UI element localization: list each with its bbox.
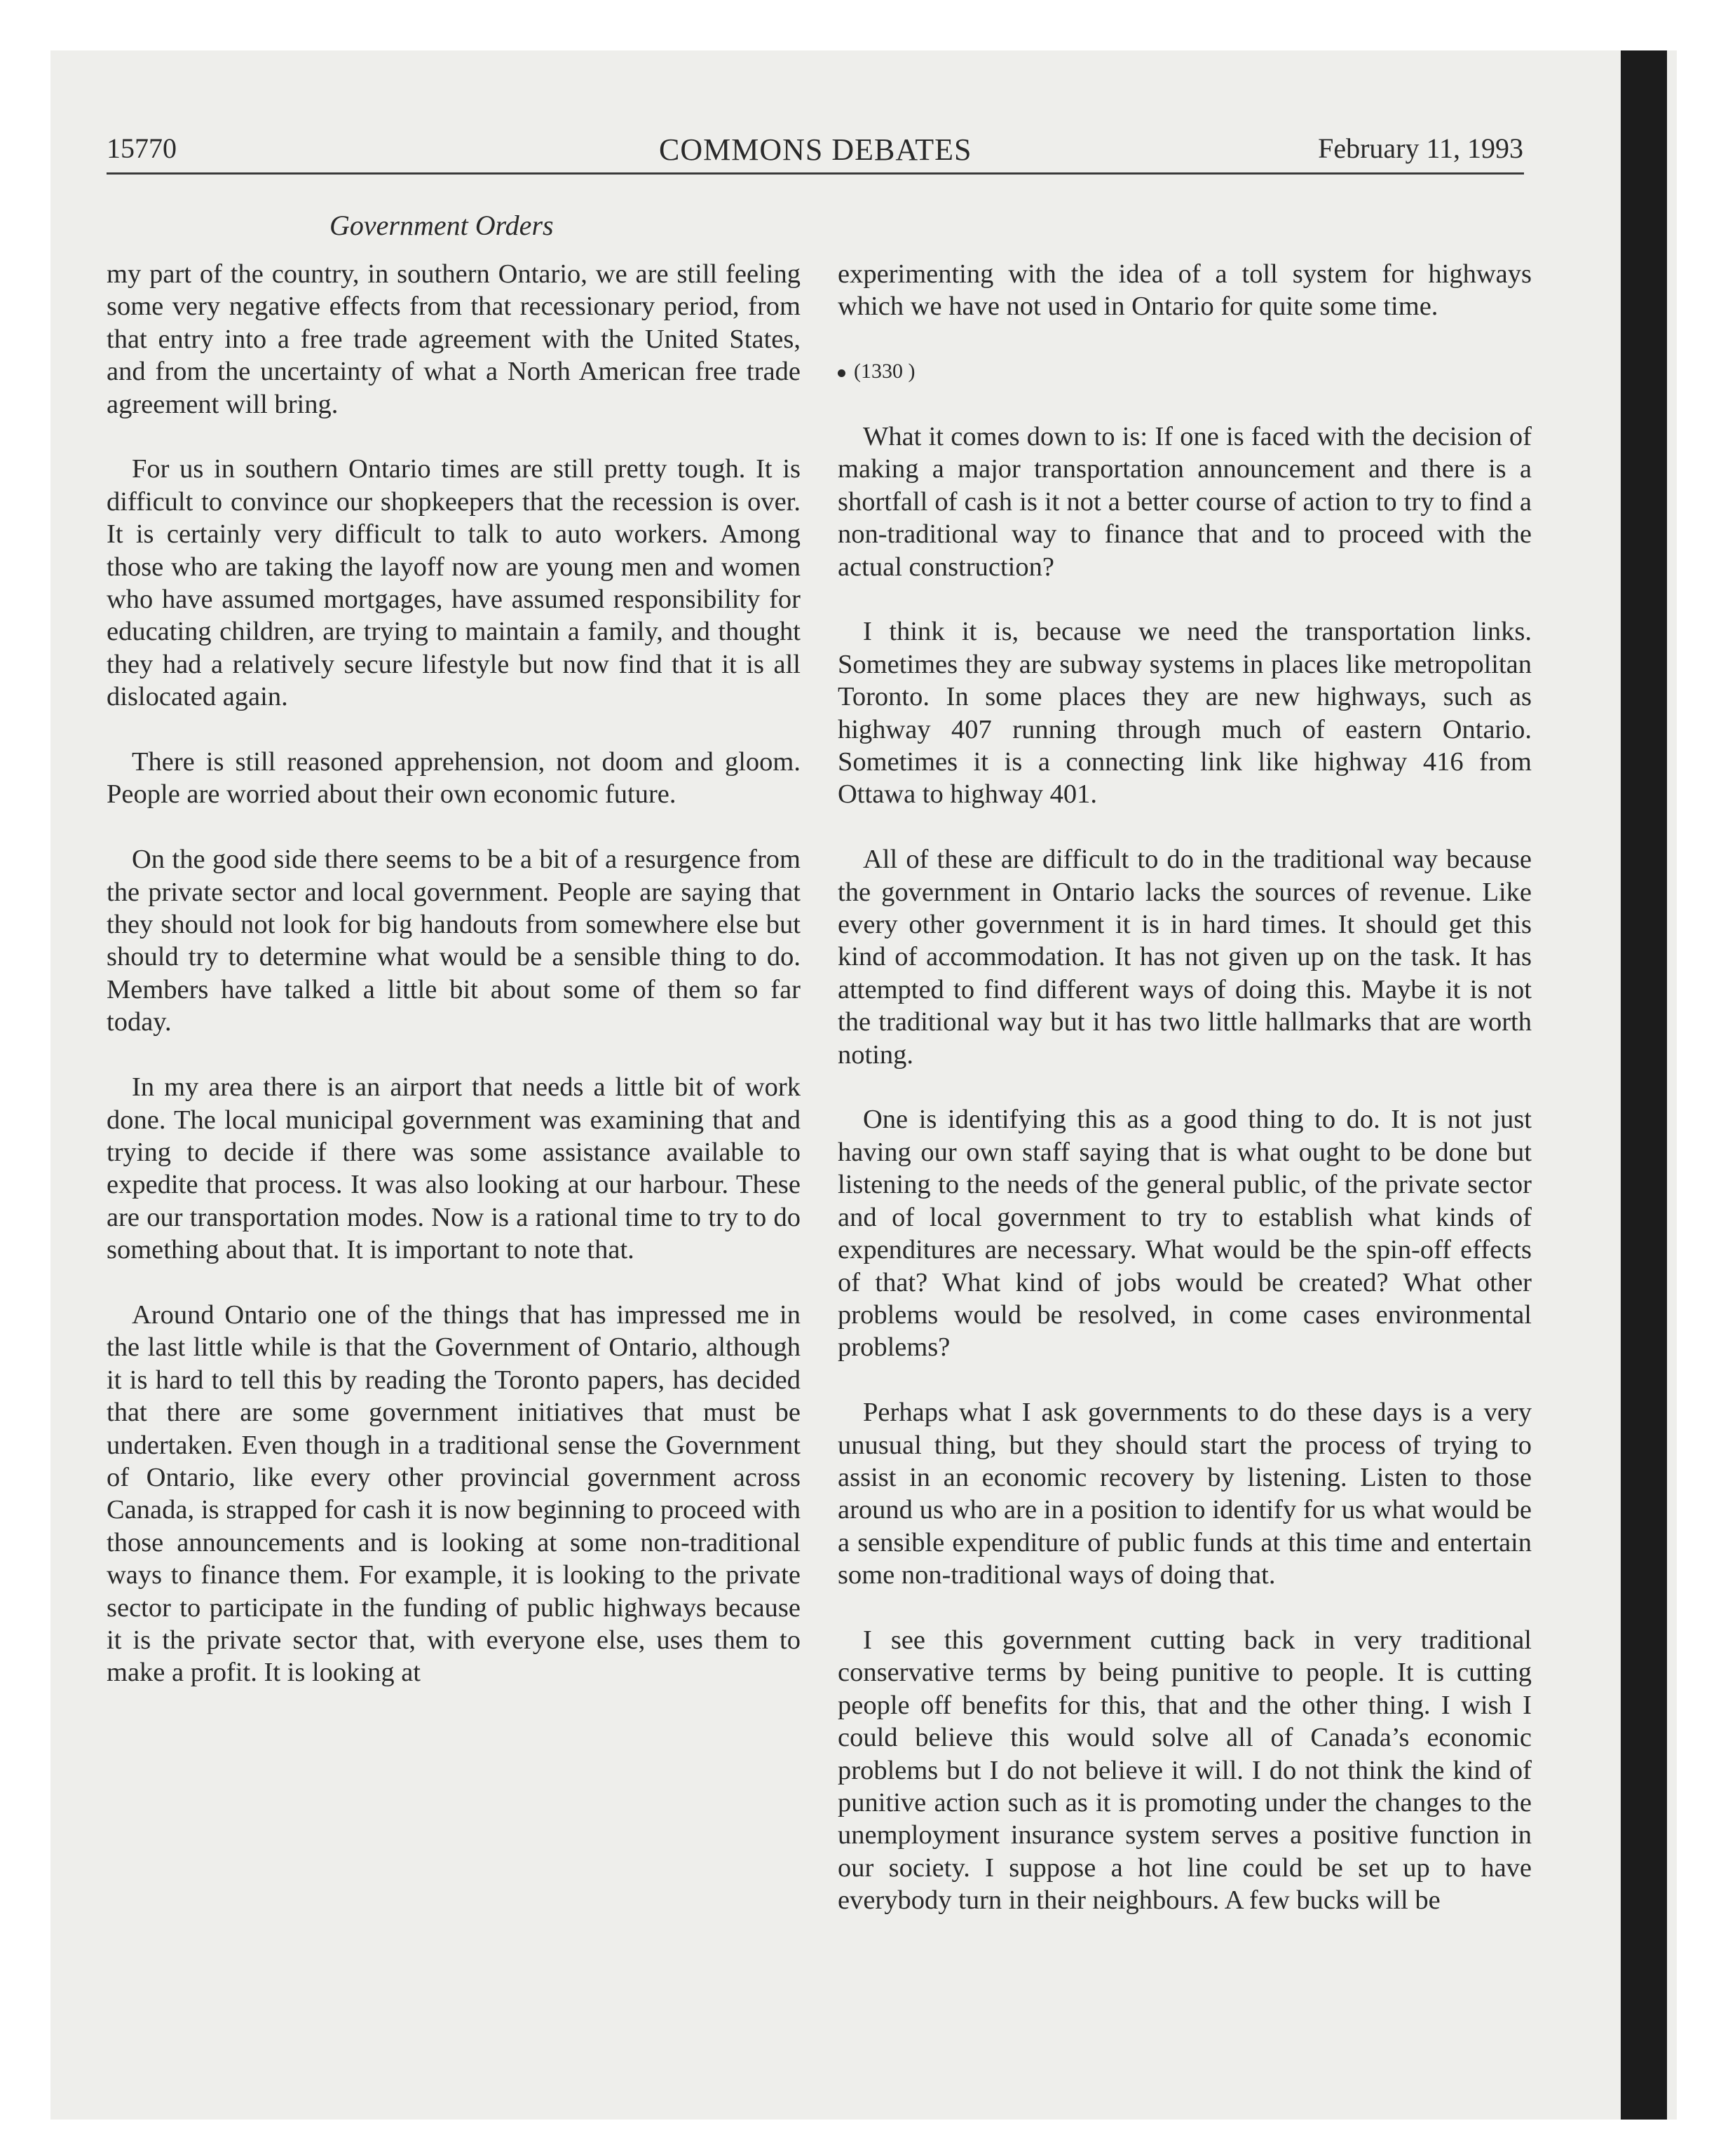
paragraph: I see this government cutting back in very traditional conservative terms by being punitive to people. It is cutting people off benefits for this, that and the other thing. I wish I could believe this would solve all of Canada’s economic problems but I do not believe it will. I do not think the kind of punitive action such as it is promoting under the changes to the unemployment insurance system serves a positive function in our society. I suppose a hot line could be set up to have everybody turn in their neighbours. A few bucks will be	[838, 1625, 1532, 1916]
paragraph: All of these are difficult to do in the traditional way because the government in Ontario lacks the sources of revenue. Like every other government it is in hard times. It should get this kind of accommodation. It has not given up on the task. It has attempted to find different ways of doing this. Maybe it is not the traditional way but it has two little hallmarks that are worth noting.	[838, 845, 1532, 1070]
paragraph: One is identifying this as a good thing to do. It is not just having our own staff saying that is what ought to be done but listening to the needs of the general public, of the private sector and of local government to try to establish what kinds of expenditures are necessary. What would be the spin-off effects of that? What kind of jobs would be created? What other problems would be resolved, in come cases environmental problems?	[838, 1105, 1532, 1363]
paragraph: Perhaps what I ask governments to do these days is a very unusual thing, but they should start the process of trying to assist in an economic recovery by listening. Listen to those around us who are in a position to identify for us what would be a sensible expenditure of public funds at this time and entertain some non-traditional ways of doing that.	[838, 1398, 1532, 1590]
paragraph: For us in southern Ontario times are still pretty tough. It is difficult to convince our shopkeepers that the recession is over. It is certainly very difficult to talk to auto workers. Among those who are taking the layoff now are young men and women who have assumed mortgages, have assumed responsibility for educating children, are trying to maintain a family, and thought they had a relatively secure lifestyle but now find that it is all dislocated again.	[107, 454, 801, 712]
time-marker	[838, 355, 1532, 388]
running-title: COMMONS DEBATES	[659, 132, 972, 167]
scan-edge-shadow	[1621, 50, 1667, 2120]
paragraph-continuation: experimenting with the idea of a toll system for highways which we have not used in Ontario for quite some time.	[838, 259, 1532, 322]
paragraph: my part of the country, in southern Ontario, we are still feeling some very negative effects from that recessionary period, from that entry into a free trade agreement with the United States, and from the uncertainty of what a North American free trade agreement will bring.	[107, 259, 801, 419]
paragraph: I think it is, because we need the transportation links. Sometimes they are subway systems in places like metropolitan Toronto. In some places they are new highways, such as highway 407 running through much of eastern Ontario. Sometimes it is a connecting link like highway 416 from Ottawa to highway 401.	[838, 617, 1532, 810]
section-title: Government Orders	[329, 210, 554, 241]
header-rule	[107, 172, 1524, 175]
paragraph: In my area there is an airport that needs a little bit of work done. The local municipal government was examining that and trying to decide if there was some assistance available to expedite that process. It was also looking at our harbour. These are our transportation modes. Now is a rational time to try to do something about that. It is important to note that.	[107, 1072, 801, 1265]
paragraph: On the good side there seems to be a bit of a resurgence from the private sector and local government. People are saying that they should not look for big handouts from somewhere else but should try to determine what would be a sensible thing to do. Members have talked a little bit about some of them so far today.	[107, 845, 801, 1037]
time-marker-text: (1330 )	[854, 360, 916, 383]
paragraph: Around Ontario one of the things that has impressed me in the last little while is that the Government of Ontario, although it is hard to tell this by reading the Toronto papers, has decided that there are some government initiatives that must be undertaken. Even though in a traditional sense the Government of Ontario, like every other provincial government across Canada, is strapped for cash it is now beginning to proceed with those announcements and is looking at some non-traditional ways to finance them. For example, it is looking to the private sector to participate in the funding of public highways because it is the private sector that, with everyone else, uses them to make a profit. It is looking at	[107, 1299, 801, 1688]
page-number: 15770	[107, 132, 177, 164]
left-column	[107, 258, 801, 1721]
header-date: February 11, 1993	[1318, 132, 1523, 164]
paragraph: What it comes down to is: If one is faced with the decision of making a major transportation announcement and there is a shortfall of cash is it not a better course of action to try to find a non-traditional way to finance that and to proceed with the actual construction?	[838, 422, 1532, 582]
paragraph: There is still reasoned apprehension, not doom and gloom. People are worried about their own economic future.	[107, 747, 801, 810]
right-column	[838, 258, 1532, 1949]
bullet-icon	[838, 369, 845, 377]
